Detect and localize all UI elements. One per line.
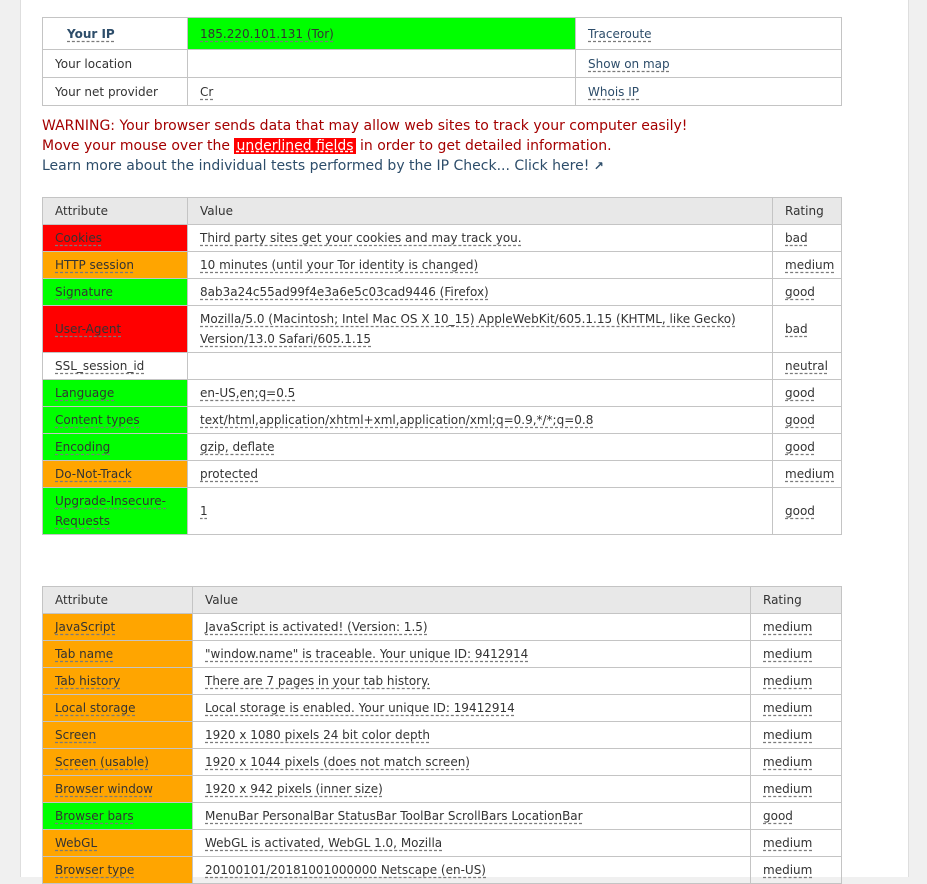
attribute-name[interactable]: Tab name <box>55 647 114 661</box>
rating-cell <box>751 668 842 695</box>
attribute-value[interactable]: Third party sites get your cookies and may track you. <box>200 231 522 245</box>
attribute-cell <box>43 668 193 695</box>
table-row <box>43 776 842 803</box>
attribute-value[interactable]: 1920 x 942 pixels (inner size) <box>205 782 383 796</box>
value-cell <box>188 407 773 434</box>
attribute-value[interactable]: 1920 x 1044 pixels (does not match screen) <box>205 755 470 769</box>
rating-cell <box>773 353 842 380</box>
attribute-name[interactable]: Screen (usable) <box>55 755 149 769</box>
value-cell <box>188 279 773 306</box>
rating-value[interactable]: good <box>763 809 793 823</box>
value-cell <box>193 830 751 857</box>
location-label: Your location <box>55 56 133 71</box>
table-row <box>43 225 842 252</box>
attribute-name[interactable]: Content types <box>55 413 140 427</box>
attribute-value[interactable]: Local storage is enabled. Your unique ID: 19412914 <box>205 701 515 715</box>
table-row <box>43 252 842 279</box>
rating-header: Rating <box>751 587 842 614</box>
rating-value[interactable]: medium <box>763 647 813 661</box>
rating-cell <box>751 776 842 803</box>
net-provider-label: Your net provider <box>55 84 158 99</box>
rating-cell <box>773 279 842 306</box>
rating-value[interactable]: medium <box>763 620 813 634</box>
hint-line <box>42 136 687 156</box>
attribute-value[interactable]: Mozilla/5.0 (Macintosh; Intel Mac OS X 10_15) AppleWebKit/605.1.15 (KHTML, like Gecko) Version/13.0 Safari/605.1.15 <box>200 312 736 346</box>
value-cell <box>188 380 773 407</box>
hint-suffix: in order to get detailed information. <box>360 138 612 154</box>
attribute-name[interactable]: Language <box>55 386 115 400</box>
attribute-cell <box>43 803 193 830</box>
table-row <box>43 668 842 695</box>
table-row <box>43 695 842 722</box>
value-cell <box>188 488 773 535</box>
underlined-fields-highlight: underlined fields <box>236 138 354 154</box>
ip-value-cell <box>188 18 576 50</box>
attribute-cell <box>43 857 193 884</box>
rating-cell <box>773 461 842 488</box>
rating-value[interactable]: medium <box>763 701 813 715</box>
table-row <box>43 380 842 407</box>
rating-header: Rating <box>773 198 842 225</box>
rating-value[interactable]: good <box>785 386 815 400</box>
attribute-name[interactable]: Signature <box>55 285 113 299</box>
rating-cell <box>751 695 842 722</box>
value-cell <box>193 614 751 641</box>
value-cell <box>188 434 773 461</box>
rating-cell <box>751 857 842 884</box>
attribute-header: Attribute <box>43 587 193 614</box>
table-row <box>43 306 842 353</box>
rating-value[interactable]: bad <box>785 322 808 336</box>
traceroute-link[interactable]: Traceroute <box>588 26 652 41</box>
attribute-name[interactable]: Cookies <box>55 231 102 245</box>
value-cell <box>193 695 751 722</box>
rating-value[interactable]: neutral <box>785 359 828 373</box>
attribute-cell <box>43 252 188 279</box>
header-row <box>43 587 842 614</box>
rating-value[interactable]: medium <box>763 674 813 688</box>
rating-value[interactable]: medium <box>763 755 813 769</box>
rating-cell <box>751 830 842 857</box>
rating-value[interactable]: good <box>785 285 815 299</box>
external-link-arrow-icon: ↗ <box>593 159 604 173</box>
attribute-value[interactable]: protected <box>200 467 259 481</box>
javascript-attributes-table <box>42 586 842 884</box>
value-cell <box>188 461 773 488</box>
value-cell <box>193 857 751 884</box>
attribute-value[interactable]: There are 7 pages in your tab history. <box>205 674 431 688</box>
attribute-name[interactable]: Upgrade-Insecure-Requests <box>55 494 166 528</box>
rating-cell <box>751 641 842 668</box>
attribute-name[interactable]: User-Agent <box>55 322 122 336</box>
table-row <box>43 434 842 461</box>
value-cell <box>193 803 751 830</box>
rating-cell <box>751 722 842 749</box>
rating-cell <box>773 306 842 353</box>
attribute-cell <box>43 407 188 434</box>
attribute-cell <box>43 488 188 535</box>
table-row <box>43 722 842 749</box>
table-row <box>43 461 842 488</box>
your-ip-label[interactable]: Your IP <box>67 26 115 41</box>
hint-prefix: Move your mouse over the <box>42 138 231 154</box>
table-row <box>43 279 842 306</box>
rating-value[interactable]: good <box>785 504 815 518</box>
attribute-value[interactable]: en-US,en;q=0.5 <box>200 386 296 400</box>
attribute-value[interactable]: 20100101/20181001000000 Netscape (en-US) <box>205 863 486 877</box>
table-row <box>43 488 842 535</box>
value-cell <box>188 353 773 380</box>
value-cell <box>193 749 751 776</box>
ip-info-table <box>42 17 842 106</box>
attribute-value[interactable]: text/html,application/xhtml+xml,application/xml;q=0.9,*/*;q=0.8 <box>200 413 594 427</box>
learn-more-text[interactable]: Learn more about the individual tests performed by the IP Check... Click here! <box>42 158 590 174</box>
attribute-name[interactable]: Browser type <box>55 863 135 877</box>
attribute-value[interactable]: WebGL is activated, WebGL 1.0, Mozilla <box>205 836 443 850</box>
attribute-cell <box>43 380 188 407</box>
rating-cell <box>773 407 842 434</box>
value-cell <box>193 776 751 803</box>
rating-value[interactable]: bad <box>785 231 808 245</box>
provider-row <box>43 78 842 106</box>
attribute-name[interactable]: Browser window <box>55 782 153 796</box>
value-cell <box>193 641 751 668</box>
attribute-cell <box>43 353 188 380</box>
attribute-name[interactable]: Local storage <box>55 701 136 715</box>
attribute-cell <box>43 641 193 668</box>
attribute-cell <box>43 776 193 803</box>
table-row <box>43 803 842 830</box>
whois-link[interactable]: Whois IP <box>588 84 639 99</box>
attribute-name[interactable]: Browser bars <box>55 809 134 823</box>
table-row <box>43 353 842 380</box>
table-row <box>43 614 842 641</box>
attribute-name[interactable]: Do-Not-Track <box>55 467 132 481</box>
table-row <box>43 749 842 776</box>
header-attributes-table <box>42 197 842 535</box>
attribute-name[interactable]: Encoding <box>55 440 111 454</box>
location-row <box>43 50 842 78</box>
table-row <box>43 641 842 668</box>
attribute-value[interactable]: 1920 x 1080 pixels 24 bit color depth <box>205 728 430 742</box>
rating-value[interactable]: medium <box>763 863 813 877</box>
attribute-cell <box>43 695 193 722</box>
messages <box>42 116 687 176</box>
rating-value[interactable]: good <box>785 413 815 427</box>
header-row <box>43 198 842 225</box>
attribute-value[interactable]: 1 <box>200 504 208 518</box>
rating-cell <box>773 225 842 252</box>
rating-value[interactable]: good <box>785 440 815 454</box>
attribute-value[interactable]: 10 minutes (until your Tor identity is changed) <box>200 258 479 272</box>
table-row <box>43 407 842 434</box>
rating-cell <box>751 749 842 776</box>
attribute-cell <box>43 830 193 857</box>
attribute-cell <box>43 461 188 488</box>
show-on-map-link[interactable]: Show on map <box>588 56 670 71</box>
warning-text: WARNING: Your browser sends data that may allow web sites to track your computer easily! <box>42 118 688 134</box>
attribute-cell <box>43 306 188 353</box>
attribute-value[interactable]: MenuBar PersonalBar StatusBar ToolBar ScrollBars LocationBar <box>205 809 583 823</box>
value-cell <box>188 252 773 279</box>
value-cell <box>193 668 751 695</box>
rating-cell <box>751 803 842 830</box>
rating-cell <box>773 488 842 535</box>
net-provider-value[interactable]: Cr <box>200 84 214 99</box>
attribute-name[interactable]: Screen <box>55 728 97 742</box>
attribute-name[interactable]: Tab history <box>55 674 121 688</box>
attribute-cell <box>43 614 193 641</box>
rating-cell <box>773 252 842 279</box>
attribute-name[interactable]: JavaScript <box>55 620 116 634</box>
attribute-cell <box>43 749 193 776</box>
attribute-cell <box>43 434 188 461</box>
table-row <box>43 830 842 857</box>
attribute-cell <box>43 279 188 306</box>
attribute-value[interactable]: 8ab3a24c55ad99f4e3a6e5c03cad9446 (Firefox) <box>200 285 489 299</box>
value-cell <box>188 306 773 353</box>
rating-value[interactable]: medium <box>763 836 813 850</box>
attribute-value[interactable]: gzip, deflate <box>200 440 275 454</box>
rating-cell <box>773 380 842 407</box>
rating-value[interactable]: medium <box>763 728 813 742</box>
table-row <box>43 857 842 884</box>
rating-cell <box>751 614 842 641</box>
attribute-name[interactable]: SSL_session_id <box>55 359 145 373</box>
rating-cell <box>773 434 842 461</box>
ip-row <box>43 18 842 50</box>
attribute-header: Attribute <box>43 198 188 225</box>
attribute-value[interactable]: "window.name" is traceable. Your unique ID: 9412914 <box>205 647 529 661</box>
rating-value[interactable]: medium <box>785 258 835 272</box>
your-ip-value[interactable]: 185.220.101.131 (Tor) <box>200 26 334 41</box>
attribute-name[interactable]: WebGL <box>55 836 98 850</box>
attribute-value[interactable]: JavaScript is activated! (Version: 1.5) <box>205 620 428 634</box>
value-cell <box>193 722 751 749</box>
attribute-cell <box>43 722 193 749</box>
attribute-cell <box>43 225 188 252</box>
rating-value[interactable]: medium <box>763 782 813 796</box>
value-header: Value <box>188 198 773 225</box>
attribute-name[interactable]: HTTP session <box>55 258 134 272</box>
learn-more-link[interactable] <box>42 156 687 176</box>
value-header: Value <box>193 587 751 614</box>
rating-value[interactable]: medium <box>785 467 835 481</box>
value-cell <box>188 225 773 252</box>
